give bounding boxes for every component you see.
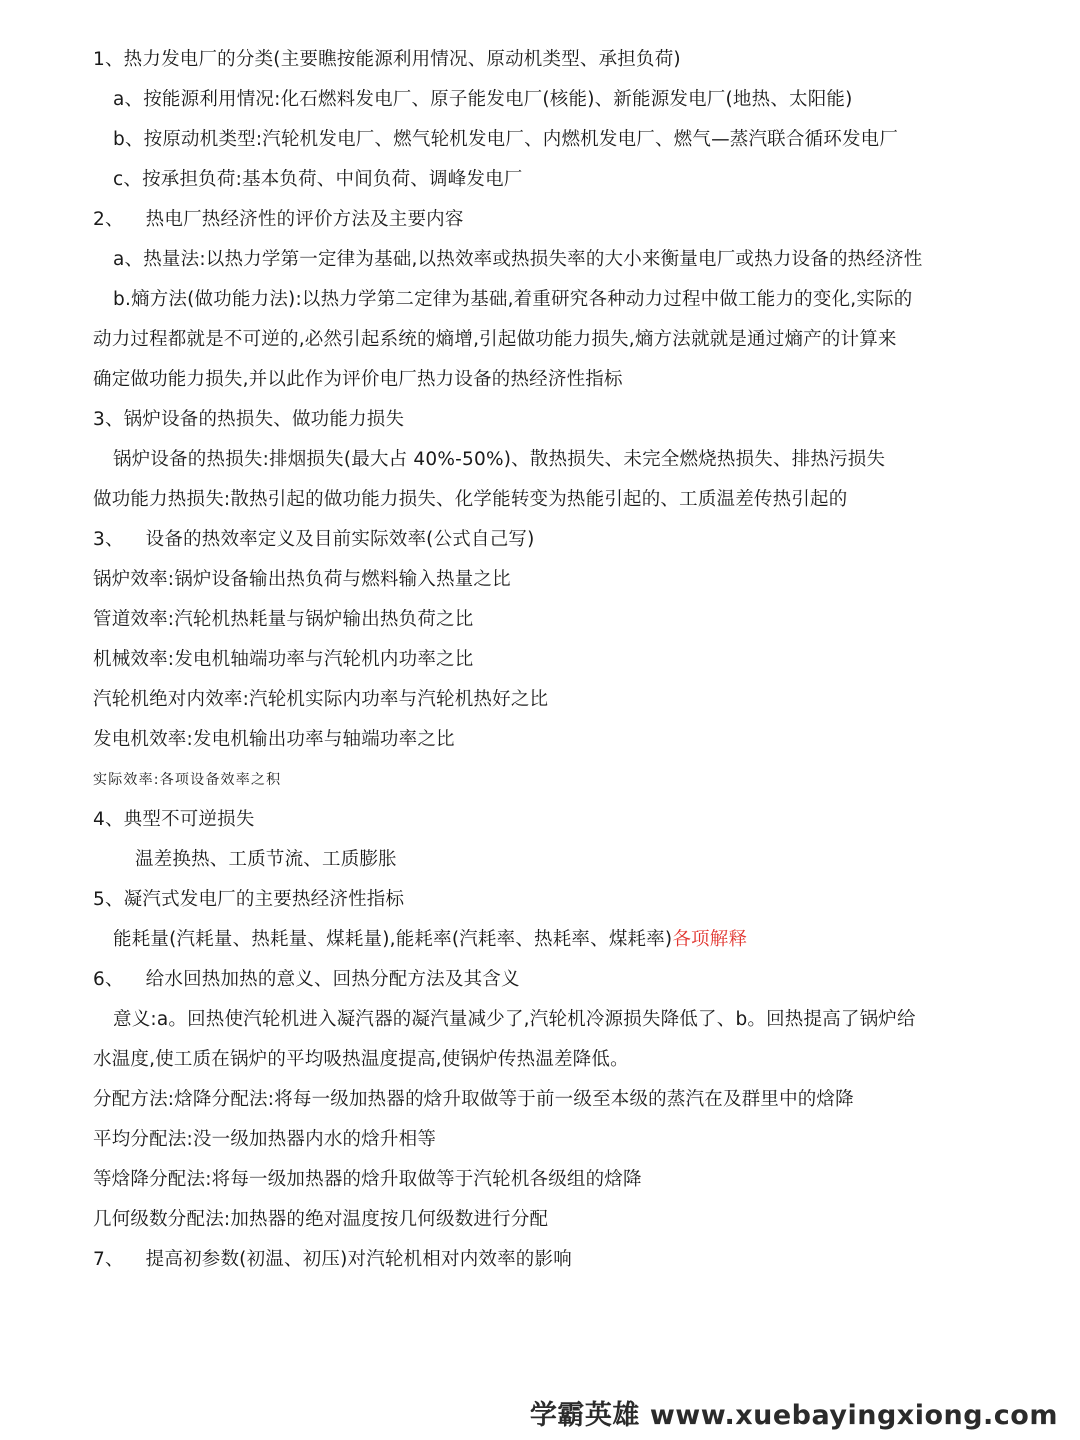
heading-number: 3、 — [93, 529, 124, 550]
heading-text: 典型不可逆损失 — [123, 809, 255, 830]
body-line: 几何级数分配法:加热器的绝对温度按几何级数进行分配 — [93, 1209, 549, 1230]
heading-2 — [0, 200, 1080, 240]
heading-number: 4、 — [93, 809, 124, 830]
body-line: a、按能源利用情况:化石燃料发电厂、原子能发电厂(核能)、新能源发电厂(地热、太阳能) — [113, 89, 853, 110]
watermark-url: www.xuebayingxiong.com — [649, 1400, 1058, 1431]
heading-number: 7、 — [93, 1249, 124, 1270]
body-line: 意义:a。回热使汽轮机进入凝汽器的凝汽量减少了,汽轮机冷源损失降低了、b。回热提高了锅炉给 — [113, 1009, 916, 1030]
body-line: c、按承担负荷:基本负荷、中间负荷、调峰发电厂 — [113, 169, 523, 190]
body-line: 汽轮机绝对内效率:汽轮机实际内功率与汽轮机热好之比 — [93, 689, 549, 710]
heading-number: 2、 — [93, 209, 124, 230]
heading-text: 锅炉设备的热损失、做功能力损失 — [123, 409, 405, 430]
body-line: b、按原动机类型:汽轮机发电厂、燃气轮机发电厂、内燃机发电厂、燃气—蒸汽联合循环发电厂 — [113, 129, 899, 150]
body-line: 机械效率:发电机轴端功率与汽轮机内功率之比 — [93, 649, 474, 670]
body-line: 锅炉设备的热损失:排烟损失(最大占 40%-50%)、散热损失、未完全燃烧热损失、排热污损失 — [113, 449, 886, 470]
body-line: 分配方法:焓降分配法:将每一级加热器的焓升取做等于前一级至本级的蒸汽在及群里中的焓降 — [93, 1089, 854, 1110]
heading-7 — [0, 1240, 1080, 1280]
body-line: 发电机效率:发电机输出功率与轴端功率之比 — [93, 729, 455, 750]
heading-text: 凝汽式发电厂的主要热经济性指标 — [123, 889, 405, 910]
body-line: 确定做功能力损失,并以此作为评价电厂热力设备的热经济性指标 — [93, 369, 623, 390]
heading-number: 5、 — [93, 889, 124, 910]
watermark — [530, 1393, 1058, 1432]
body-line: 管道效率:汽轮机热耗量与锅炉输出热负荷之比 — [93, 609, 474, 630]
body-line: 做功能力热损失:散热引起的做功能力损失、化学能转变为热能引起的、工质温差传热引起的 — [93, 489, 848, 510]
heading-text: 热力发电厂的分类(主要瞧按能源利用情况、原动机类型、承担负荷) — [123, 49, 681, 70]
body-line: 锅炉效率:锅炉设备输出热负荷与燃料输入热量之比 — [93, 569, 511, 590]
body-line: 温差换热、工质节流、工质膨胀 — [135, 849, 397, 870]
heading-number: 1、 — [93, 49, 124, 70]
watermark-brand: 学霸英雄 — [529, 1400, 640, 1431]
body-line-small: 实际效率:各项设备效率之积 — [93, 772, 282, 788]
body-line: 平均分配法:没一级加热器内水的焓升相等 — [93, 1129, 437, 1150]
heading-5 — [0, 880, 1080, 920]
heading-4 — [0, 800, 1080, 840]
heading-number: 3、 — [93, 409, 124, 430]
body-line: 等焓降分配法:将每一级加热器的焓升取做等于汽轮机各级组的焓降 — [93, 1169, 642, 1190]
heading-text: 提高初参数(初温、初压)对汽轮机相对内效率的影响 — [145, 1249, 572, 1270]
body-line: 水温度,使工质在锅炉的平均吸热温度提高,使锅炉传热温差降低。 — [93, 1049, 629, 1070]
heading-text: 热电厂热经济性的评价方法及主要内容 — [145, 209, 464, 230]
document-body — [0, 40, 1080, 1280]
heading-text: 设备的热效率定义及目前实际效率(公式自己写) — [145, 529, 535, 550]
body-line: a、热量法:以热力学第一定律为基础,以热效率或热损失率的大小来衡量电厂或热力设备的热经济性 — [113, 249, 923, 270]
body-line: 动力过程都就是不可逆的,必然引起系统的熵增,引起做功能力损失,熵方法就就是通过熵产的计算来 — [93, 329, 897, 350]
heading-number: 6、 — [93, 969, 124, 990]
heading-6 — [0, 960, 1080, 1000]
heading-3 — [0, 400, 1080, 440]
heading-text: 给水回热加热的意义、回热分配方法及其含义 — [145, 969, 520, 990]
body-line — [0, 920, 1080, 960]
heading-3b — [0, 520, 1080, 560]
body-line: b.熵方法(做功能力法):以热力学第二定律为基础,着重研究各种动力过程中做工能力的变化,实际的 — [113, 289, 913, 310]
highlight-note: 各项解释 — [672, 929, 748, 950]
heading-1 — [0, 40, 1080, 80]
body-text: 能耗量(汽耗量、热耗量、煤耗量),能耗率(汽耗率、热耗率、煤耗率) — [113, 929, 673, 950]
